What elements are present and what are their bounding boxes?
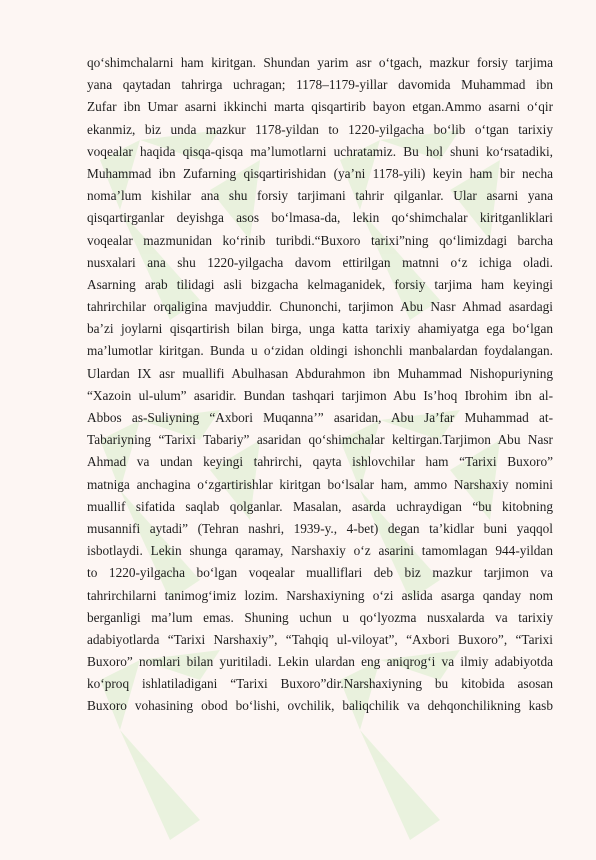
text-line: “Xazoin ul-ulum” asaridir. Bundan tashqari tarjimon Abu Is’hoq Ibrohim ibn al- (87, 387, 553, 403)
text-line: to 1220-yilgacha bo‘lgan voqealar mualliflari deb biz mazkur tarjimon va (87, 565, 553, 581)
text-line: Asarning arab tilidagi asli bizgacha kelmaganidek, forsiy tarjima ham keyingi (87, 276, 553, 292)
text-line: berganligi ma’lum emas. Shuning uchun u qo‘lyozma nusxalarda va tarixiy (87, 609, 553, 625)
text-line: tahrirchilarni tanimog‘imiz lozim. Narshaxiyning o‘zi aslida asarga qanday nom (87, 587, 553, 603)
text-line: yana qaytadan tahrirga uchragan; 1178–1179-yillar davomida Muhammad ibn (87, 77, 553, 93)
text-line: Ulardan IX asr muallifi Abulhasan Abdurahmon ibn Muhammad Nishopuriyning (87, 365, 553, 381)
text-line: musannifi aytadi” (Tehran nashri, 1939-y., 4-bet) degan ta’kidlar buni yaqqol (87, 520, 553, 536)
text-line: Buxoro” nomlari bilan yuritiladi. Lekin ulardan eng aniqrog‘i va ilmiy adabiyotda (87, 654, 553, 670)
text-line: ba’zi joylarni qisqartirish bilan birga, unga katta tarixiy ahamiyatga ega bo‘lgan (87, 321, 553, 337)
text-line: matniga anchagina o‘zgartirishlar kiritgan bo‘lsalar ham, ammo Narshaxiy nomini (87, 476, 553, 492)
text-line: Buxoro vohasining obod bo‘lishi, ovchilik, baliqchilik va dehqonchilikning kasb (87, 698, 553, 714)
text-line: Ahmad va undan keyingi tahrirchi, qayta ishlovchilar ham “Tarixi Buxoro” (87, 454, 553, 470)
text-line: voqealar haqida qisqa-qisqa ma’lumotlarni uchratamiz. Bu hol shuni ko‘rsatadiki, (87, 143, 553, 159)
text-line: qisqartirganlar deyishga asos bo‘lmasa-da, lekin qo‘shimchalar kiritganliklari (87, 210, 553, 226)
text-line: ekanmiz, biz unda mazkur 1178-yildan to 1220-yilgacha bo‘lib o‘tgan tarixiy (87, 121, 553, 137)
text-line: Muhammad ibn Zufarning qisqartirishidan (ya’ni 1178-yili) keyin ham bir necha (87, 165, 553, 181)
text-line: Abbos as-Suliyning “Axbori Muqanna’” asaridan, Abu Ja’far Muhammad at- (87, 410, 553, 425)
text-line: tahrirchilar orqaligina mavjuddir. Chunonchi, tarjimon Abu Nasr Ahmad asardagi (87, 299, 553, 315)
text-line: ko‘proq ishlatiladigani “Tarixi Buxoro”dir.Narshaxiyning bu kitobida asosan (87, 676, 553, 692)
text-line: voqealar mazmunidan ko‘rinib turibdi.“Buxoro tarixi”ning qo‘limizdagi barcha (87, 232, 553, 248)
text-line: Zufar ibn Umar asarni ikkinchi marta qisqartirib bayon etgan.Ammo asarni o‘qir (87, 99, 553, 115)
text-line: Tabariyning “Tarixi Tabariy” asaridan qo‘shimchalar keltirgan.Tarjimon Abu Nasr (87, 432, 553, 448)
text-line: qo‘shimchalarni ham kiritgan. Shundan yarim asr o‘tgach, mazkur forsiy tarjima (87, 55, 553, 70)
text-line: isbotlaydi. Lekin shunga qaramay, Narshaxiy o‘z asarini tamomlagan 944-yildan (87, 543, 553, 559)
body-paragraph (87, 52, 553, 718)
text-line: nusxalari ana shu 1220-yilgacha davom ettirilgan matnni o‘z ichiga oladi. (87, 254, 553, 270)
text-line: muallif sifatida saqlab qolganlar. Masalan, asarda uchraydigan “bu kitobning (87, 498, 553, 514)
text-line: ma’lumotlar kiritgan. Bunda u o‘zidan oldingi ishonchli manbalardan foydalangan. (87, 343, 553, 359)
text-line: noma’lum kishilar ana shu forsiy tarjimani tahrir qilganlar. Ular asarni yana (87, 188, 553, 204)
text-line: adabiyotlarda “Tarixi Narshaxiy”, “Tahqiq ul-viloyat”, “Axbori Buxoro”, “Tarixi (87, 631, 553, 647)
